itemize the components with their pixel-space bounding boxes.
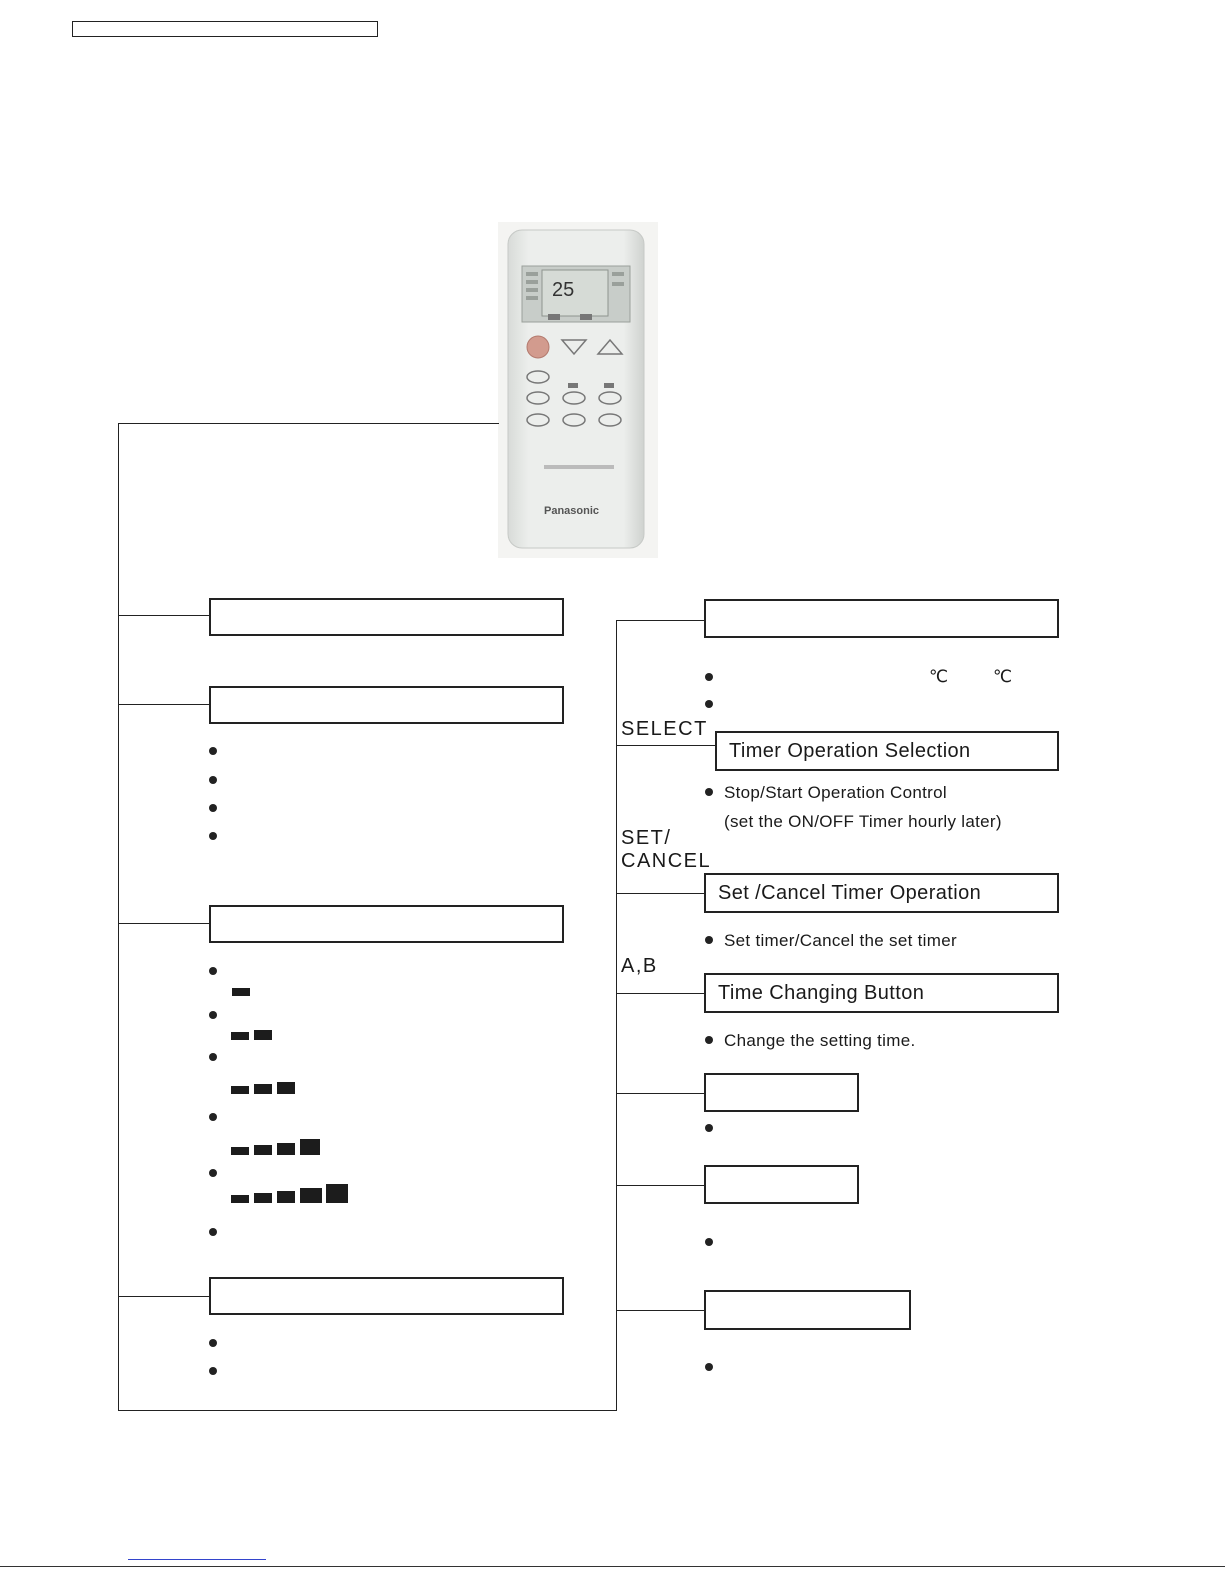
connector-left-2 <box>118 704 210 705</box>
fan-bar <box>277 1191 295 1203</box>
temp-unit-a: ℃ <box>929 667 949 686</box>
set-cancel-label-line2: CANCEL <box>621 850 712 872</box>
right-box-small-1 <box>704 1073 859 1112</box>
right-box-top <box>704 599 1059 638</box>
bullet <box>705 1124 713 1132</box>
bullet <box>705 673 713 681</box>
connector-right-4 <box>616 993 705 994</box>
timer-operation-selection-box[interactable]: Timer Operation Selection <box>715 731 1059 771</box>
bullet <box>705 788 713 796</box>
bullet <box>209 747 217 755</box>
left-bracket-bottom <box>118 1410 616 1411</box>
ab-label: A,B <box>621 955 658 977</box>
remote-brand: Panasonic <box>544 505 600 517</box>
fan-bar <box>277 1082 295 1094</box>
set-cancel-desc: Set timer/Cancel the set timer <box>724 931 957 950</box>
left-box-3 <box>209 905 564 943</box>
connector-left-4 <box>118 1296 210 1297</box>
fan-bar <box>232 988 250 996</box>
bullet <box>209 804 217 812</box>
fan-bar <box>254 1145 272 1155</box>
bullet <box>209 1367 217 1375</box>
set-cancel-label-line1: SET/ <box>621 827 672 849</box>
bullet <box>209 1169 217 1177</box>
right-box-small-2 <box>704 1165 859 1204</box>
fan-bar <box>277 1143 295 1155</box>
bullet <box>209 967 217 975</box>
bullet <box>209 832 217 840</box>
connector-left-3 <box>118 923 210 924</box>
bullet <box>209 1053 217 1061</box>
fan-bar <box>231 1195 249 1203</box>
header-strip <box>72 21 378 37</box>
lcd-temp: 25 <box>552 279 575 301</box>
bullet <box>209 1011 217 1019</box>
bullet <box>209 1228 217 1236</box>
fan-bar <box>231 1086 249 1094</box>
right-bracket-vertical <box>616 620 617 1411</box>
timer-selection-desc-1: Stop/Start Operation Control <box>724 783 947 802</box>
fan-bar <box>231 1032 249 1040</box>
timer-selection-desc-2: (set the ON/OFF Timer hourly later) <box>724 812 1002 831</box>
connector-left-1 <box>118 615 210 616</box>
left-box-1 <box>209 598 564 636</box>
fan-bar <box>254 1030 272 1040</box>
connector-right-1 <box>616 620 705 621</box>
connector-right-3 <box>616 893 705 894</box>
temp-unit-b: ℃ <box>993 667 1013 686</box>
bullet <box>705 1238 713 1246</box>
select-label: SELECT <box>621 718 708 740</box>
time-change-desc: Change the setting time. <box>724 1031 916 1050</box>
bullet <box>705 1363 713 1371</box>
bullet <box>209 1113 217 1121</box>
left-bracket-vertical <box>118 423 119 1411</box>
connector-remote <box>118 423 499 424</box>
fan-bar <box>300 1139 320 1155</box>
right-box-small-3 <box>704 1290 911 1330</box>
bullet <box>209 1339 217 1347</box>
fan-bar <box>231 1147 249 1155</box>
fan-bar <box>300 1188 322 1203</box>
fan-bar <box>254 1084 272 1094</box>
time-changing-button-box[interactable]: Time Changing Button <box>704 973 1059 1013</box>
connector-right-2 <box>616 745 716 746</box>
bullet <box>705 1036 713 1044</box>
bullet <box>705 936 713 944</box>
connector-right-5 <box>616 1093 705 1094</box>
left-box-2 <box>209 686 564 724</box>
fan-bar <box>326 1184 348 1203</box>
left-box-4 <box>209 1277 564 1315</box>
remote-control-image <box>498 222 658 558</box>
footer-link-underline[interactable] <box>128 1559 266 1560</box>
set-cancel-timer-box[interactable]: Set /Cancel Timer Operation <box>704 873 1059 913</box>
bullet <box>705 700 713 708</box>
bullet <box>209 776 217 784</box>
connector-right-7 <box>616 1310 705 1311</box>
connector-right-6 <box>616 1185 705 1186</box>
fan-bar <box>254 1193 272 1203</box>
footer-rule <box>0 1566 1225 1567</box>
